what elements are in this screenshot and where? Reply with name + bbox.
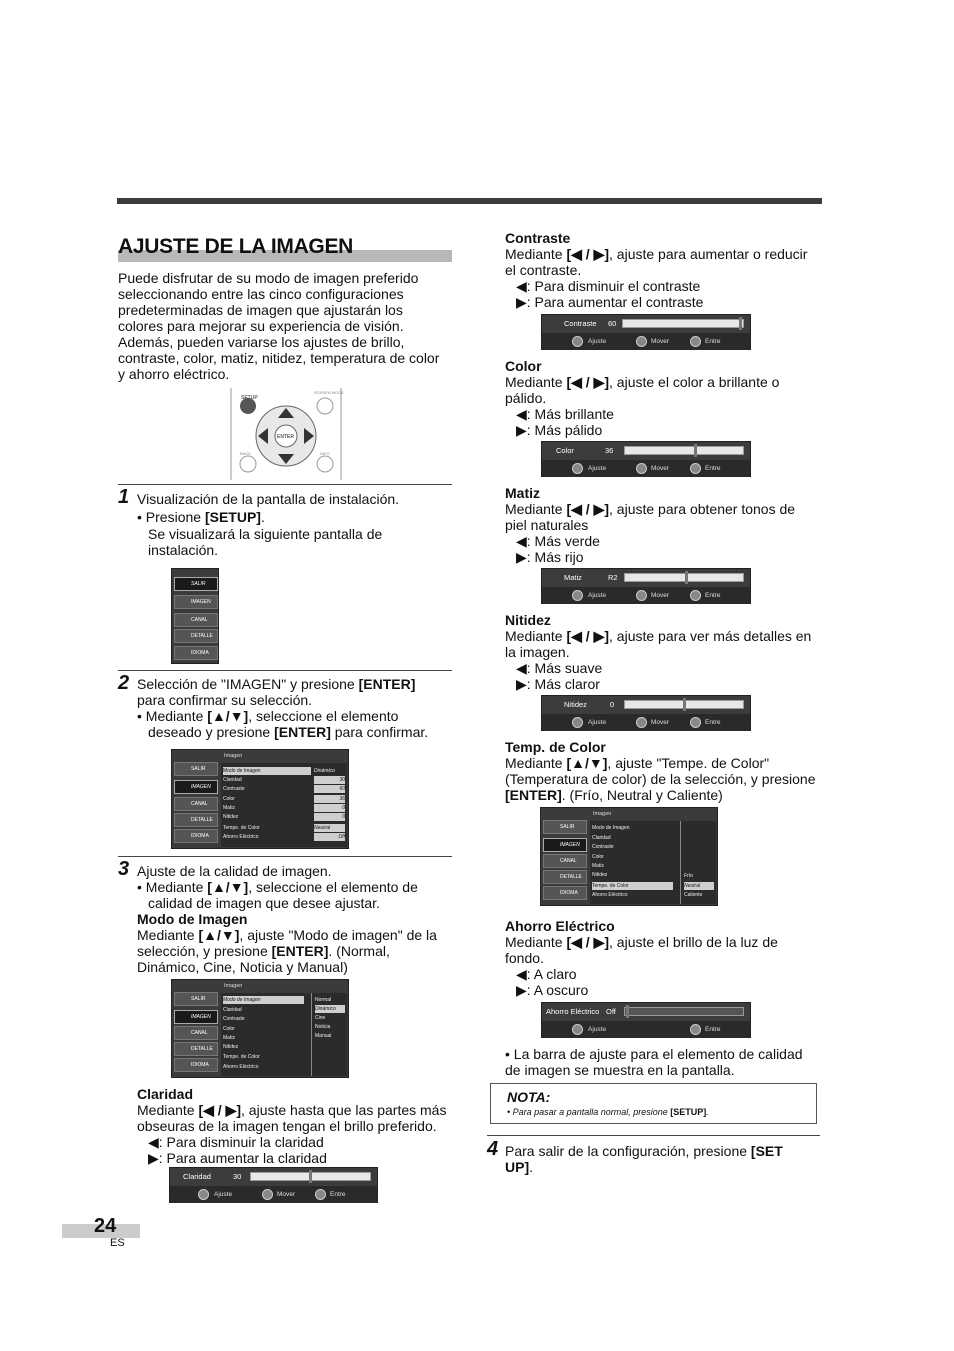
menu4-salir: SALIR	[543, 820, 587, 834]
menu2-value: 36	[314, 795, 345, 803]
remote-control-illustration	[228, 388, 344, 480]
menu3-mode: Noticia	[315, 1024, 331, 1030]
menu2-value: 0	[314, 804, 345, 812]
menu-icon	[690, 1024, 701, 1035]
ahorro-adjust-bar: Ahorro Eléctrico Off Ajuste Entre	[541, 1002, 751, 1038]
menu4-item: Contraste	[592, 844, 614, 850]
menu3-item: Nitidez	[223, 1044, 239, 1050]
step2-text: Selección de "IMAGEN" y presione [ENTER] para confirmar su selección. • Mediante [▲/▼], seleccione el elemento deseado y presione [ENTER] para confirmar.	[137, 676, 429, 740]
menu2-value: Off	[314, 833, 345, 841]
top-rule	[117, 198, 822, 204]
step2-number: 2	[118, 672, 130, 694]
menu1-idioma: IDIOMA	[174, 646, 218, 660]
adjust-icon	[572, 463, 583, 474]
menu3-item: Ahorro Eléctrico	[223, 1064, 259, 1070]
adjust-icon	[572, 336, 583, 347]
temp-section: Temp. de Color Mediante [▲/▼], ajuste "Tempe. de Color" (Temperatura de color) de la selección, y presione [ENTER]. (Frío, Neutral y Caliente)	[505, 739, 816, 803]
remote-setup-label: SETUP	[241, 395, 258, 401]
adjust-icon	[198, 1189, 209, 1200]
nota-title: NOTA:	[507, 1089, 551, 1105]
menu4-imagen: IMAGEN	[543, 838, 587, 852]
color-adjust-bar: Color 36 Ajuste Mover Entre	[541, 441, 751, 477]
menu2-item: Tempe. de Color	[223, 825, 260, 831]
menu3-canal: CANAL	[174, 1026, 218, 1040]
menu-icon	[690, 590, 701, 601]
page-title: AJUSTE DE LA IMAGEN	[118, 230, 452, 262]
menu2-detalle: DETALLE	[174, 813, 218, 827]
contraste-adjust-bar: Contraste 60 Ajuste Mover Entre	[541, 314, 751, 350]
menu2-header: Imagen	[224, 753, 243, 759]
menu3-detalle: DETALLE	[174, 1042, 218, 1056]
menu2-item: Matiz	[223, 805, 235, 811]
move-icon	[262, 1189, 273, 1200]
adjust-icon	[572, 1024, 583, 1035]
adjust-bar-note: • La barra de ajuste para el elemento de calidad de imagen se muestra en la pantalla.	[505, 1046, 803, 1078]
menu4-item: Modo de Imagen	[592, 825, 630, 831]
remote-screen-mode-label: SCREEN MODE	[314, 390, 344, 395]
menu4-item: Matiz	[592, 863, 604, 869]
step1-number: 1	[118, 486, 130, 508]
menu4-canal: CANAL	[543, 854, 587, 868]
menu3-salir: SALIR	[174, 992, 218, 1006]
nitidez-adjust-bar: Nitidez 0 Ajuste Mover Entre	[541, 695, 751, 731]
contraste-section: Contraste Mediante [◀ / ▶], ajuste para aumentar o reducir el contraste. ◀: Para disminuir el contraste ▶: Para aumentar el contraste	[505, 230, 808, 310]
step1-rule	[118, 484, 452, 485]
imagen-menu-screenshot	[171, 749, 349, 849]
menu1-detalle: DETALLE	[174, 629, 218, 643]
menu2-item: Claridad	[223, 777, 242, 783]
menu2-salir: SALIR	[174, 762, 218, 776]
language-code: ES	[110, 1237, 125, 1249]
remote-info-label: INFO	[320, 451, 330, 456]
menu4-item: Color	[592, 854, 604, 860]
move-icon	[636, 463, 647, 474]
ahorro-section: Ahorro Eléctrico Mediante [◀ / ▶], ajuste el brillo de la luz de fondo. ◀: A claro ▶: A oscuro	[505, 918, 778, 998]
menu4-idioma: IDIOMA	[543, 886, 587, 900]
menu3-header: Imagen	[224, 983, 243, 989]
setup-menu-screenshot	[171, 568, 219, 664]
menu3-item: Contraste	[223, 1016, 245, 1022]
menu2-item: Color	[223, 796, 235, 802]
menu2-canal: CANAL	[174, 797, 218, 811]
page-number: 24	[94, 1215, 117, 1237]
menu2-item: Ahorro Eléctrico	[223, 834, 259, 840]
adjust-icon	[572, 717, 583, 728]
menu4-detalle: DETALLE	[543, 870, 587, 884]
menu4-item: Tempe. de Color	[592, 882, 673, 890]
menu4-temp: Neutral	[684, 882, 714, 890]
menu2-value: 60	[314, 785, 345, 793]
move-icon	[636, 717, 647, 728]
menu2-idioma: IDIOMA	[174, 829, 218, 843]
adjust-icon	[572, 590, 583, 601]
remote-back-label: BACK	[240, 451, 251, 456]
menu1-canal: CANAL	[174, 613, 218, 627]
menu-icon	[690, 463, 701, 474]
menu3-item: Modo de Imagen	[223, 996, 304, 1004]
menu1-imagen: IMAGEN	[174, 595, 218, 609]
claridad-section: Claridad Mediante [◀ / ▶], ajuste hasta que las partes más obseuras de la imagen tengan el brillo preferido. ◀: Para disminuir la claridad ▶: Para aumentar la claridad	[137, 1086, 447, 1166]
modo-section: Modo de Imagen Mediante [▲/▼], ajuste "Modo de imagen" de la selección, y presione [ENTER]. (Normal, Dinámico, Cine, Noticia y Manual)	[137, 911, 437, 975]
claridad-adjust-bar: Claridad 30 Ajuste Mover Entre	[169, 1167, 378, 1203]
temp-menu-screenshot	[540, 807, 718, 906]
menu3-item: Tempe. de Color	[223, 1054, 260, 1060]
menu2-value: Dinámico	[314, 768, 335, 774]
step3-rule	[118, 856, 452, 857]
step1-text: Visualización de la pantalla de instalación. • Presione [SETUP]. Se visualizará la siguiente pantalla de instalación.	[137, 491, 400, 558]
menu3-item: Matiz	[223, 1035, 235, 1041]
menu3-mode: Manual	[315, 1033, 332, 1039]
matiz-adjust-bar: Matiz R2 Ajuste Mover Entre	[541, 568, 751, 604]
menu4-header: Imagen	[593, 811, 612, 817]
menu4-item: Claridad	[592, 835, 611, 841]
step4-text: Para salir de la configuración, presione [SET UP].	[505, 1143, 783, 1175]
menu2-item: Nitidez	[223, 814, 239, 820]
step4-rule	[487, 1135, 820, 1136]
move-icon	[636, 336, 647, 347]
menu-icon	[315, 1189, 326, 1200]
menu2-value: Neutral	[314, 824, 345, 832]
nota-box	[490, 1083, 817, 1124]
menu3-mode: Cine	[315, 1015, 326, 1021]
move-icon	[636, 590, 647, 601]
menu3-item: Claridad	[223, 1007, 242, 1013]
intro-text: Puede disfrutar de su modo de imagen preferido seleccionando entre las cinco configuraciones predeterminadas de imagen que ajustarán los colores para mejorar su experiencia de visión. Además, pueden variarse los ajustes de brillo, contraste, color, matiz, nitidez, temperatura de color y ahorro eléctrico.	[118, 270, 440, 382]
remote-enter-label: ENTER	[277, 434, 294, 440]
modo-menu-screenshot	[171, 979, 349, 1078]
menu2-item: Contraste	[223, 786, 245, 792]
menu-icon	[690, 717, 701, 728]
menu2-value: 0	[314, 813, 345, 821]
menu4-item: Ahorro Eléctrico	[592, 892, 628, 898]
nitidez-section: Nitidez Mediante [◀ / ▶], ajuste para ver más detalles en la imagen. ◀: Más suave ▶: Más claror	[505, 612, 812, 692]
menu3-imagen: IMAGEN	[174, 1010, 218, 1024]
menu3-idioma: IDIOMA	[174, 1058, 218, 1072]
matiz-section: Matiz Mediante [◀ / ▶], ajuste para obtener tonos de piel naturales ◀: Más verde ▶: Más rijo	[505, 485, 796, 565]
step2-rule	[118, 670, 452, 671]
menu3-item: Color	[223, 1026, 235, 1032]
menu-icon	[690, 336, 701, 347]
menu2-imagen: IMAGEN	[174, 780, 218, 794]
menu2-value: 30	[314, 776, 345, 784]
menu4-temp: Frío	[684, 873, 693, 879]
menu4-item: Nitidez	[592, 872, 608, 878]
step3-text: Ajuste de la calidad de imagen. • Mediante [▲/▼], seleccione el elemento de calidad de imagen que desee ajustar.	[137, 863, 418, 911]
menu1-salir: SALIR	[174, 577, 218, 591]
menu3-mode: Normal	[315, 997, 332, 1003]
nota-text: • Para pasar a pantalla normal, presione [SETUP].	[507, 1107, 709, 1117]
color-section: Color Mediante [◀ / ▶], ajuste el color a brillante o pálido. ◀: Más brillante ▶: Más pálido	[505, 358, 780, 438]
menu2-item: Modo de Imagen	[223, 767, 311, 775]
step3-number: 3	[118, 858, 130, 880]
menu4-temp: Caliente	[684, 892, 703, 898]
step4-number: 4	[487, 1138, 499, 1160]
menu3-mode: Dinámico	[315, 1005, 345, 1013]
